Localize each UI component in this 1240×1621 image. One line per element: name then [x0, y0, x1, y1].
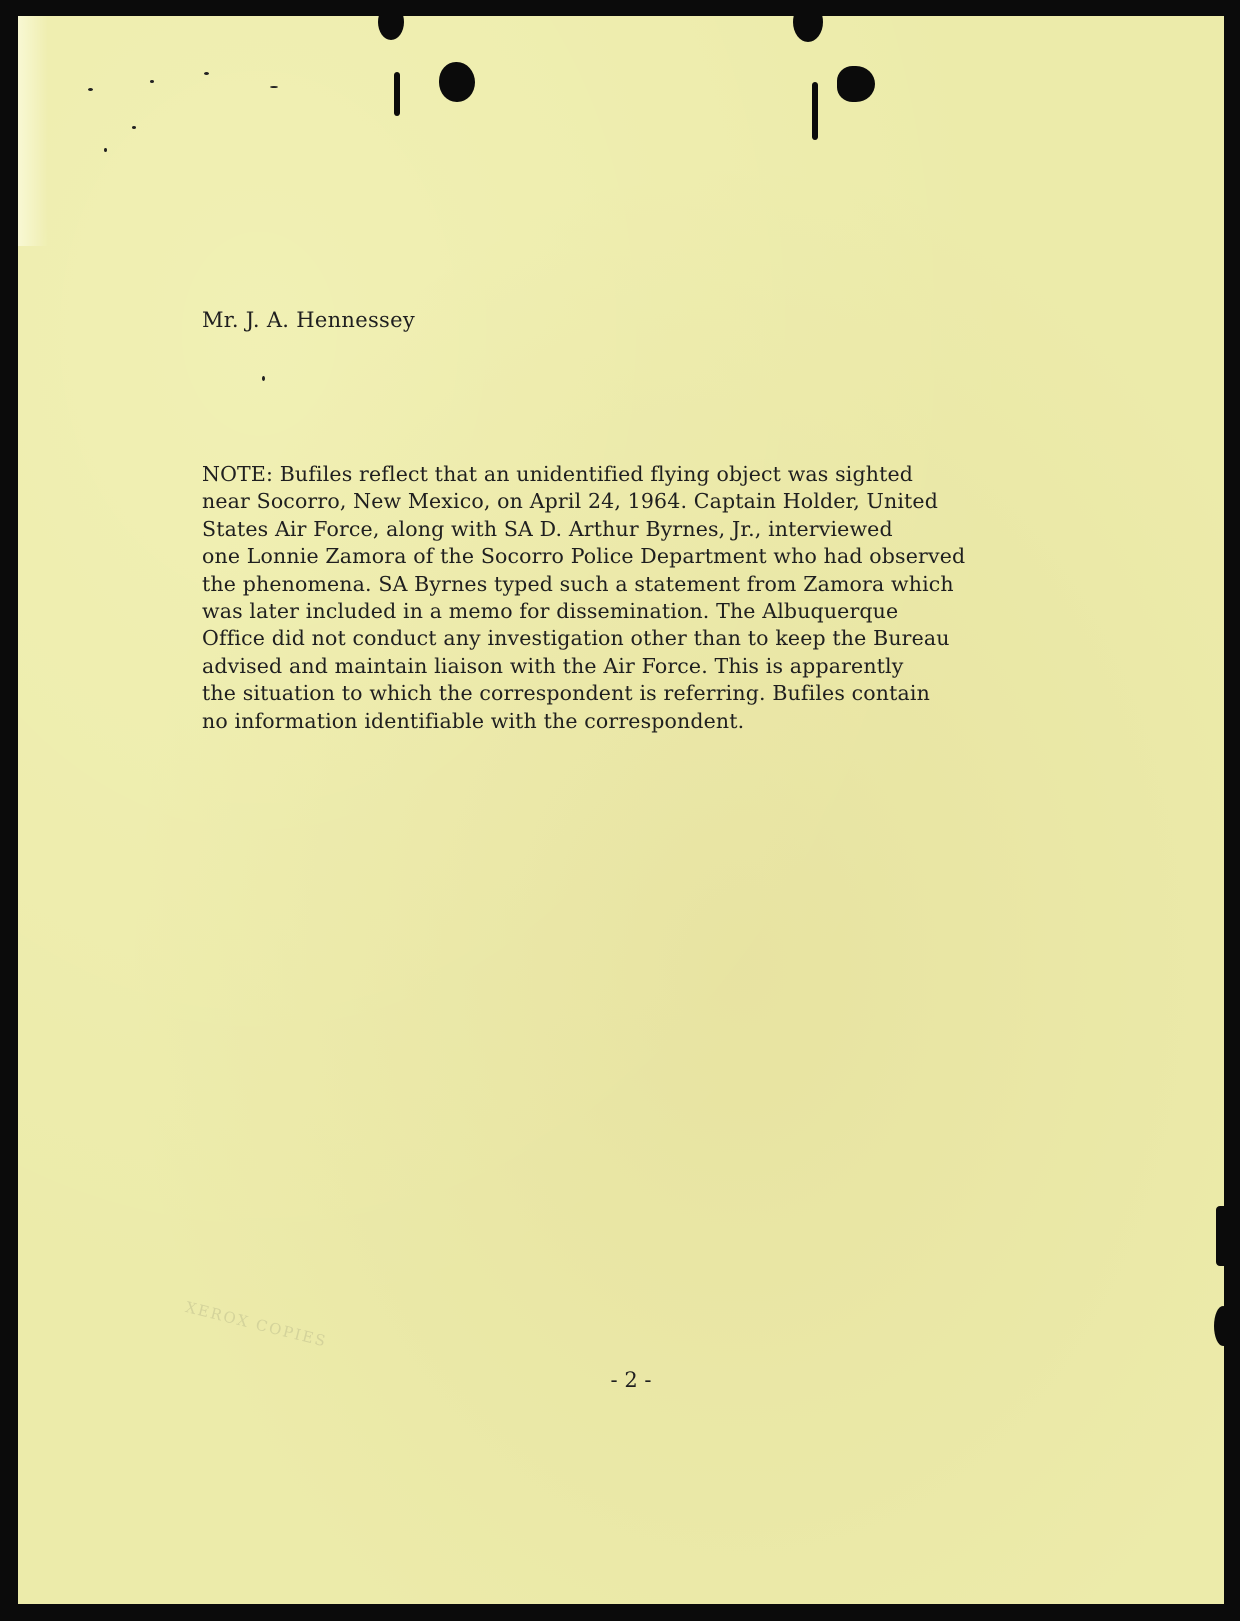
speck: [132, 126, 136, 129]
note-line: the phenomena. SA Byrnes typed such a statement from Zamora which: [202, 571, 954, 596]
binding-mark: [394, 72, 400, 116]
note-line: the situation to which the correspondent is referring. Bufiles contain: [202, 681, 930, 706]
note-line: States Air Force, along with SA D. Arthur Byrnes, Jr., interviewed: [202, 516, 893, 541]
speck: [270, 86, 278, 88]
note-line: advised and maintain liaison with the Air Force. This is apparently: [202, 653, 904, 678]
speck: [104, 148, 107, 152]
edge-tear: [1214, 1306, 1224, 1346]
note-line: was later included in a memo for dissemination. The Albuquerque: [202, 599, 899, 624]
note-line: NOTE: Bufiles reflect that an unidentified flying object was sighted: [202, 462, 914, 486]
faded-stamp: XEROX COPIES: [183, 1298, 330, 1351]
paper-fold-shading: [18, 16, 48, 246]
page-number: - 2 -: [610, 1368, 652, 1392]
note-paragraph: [202, 461, 1122, 735]
note-line: no information identifiable with the correspondent.: [202, 708, 745, 733]
note-line: one Lonnie Zamora of the Socorro Police Department who had observed: [202, 544, 966, 569]
punch-hole: [837, 66, 875, 102]
binding-mark: [812, 82, 818, 140]
note-line: Office did not conduct any investigation other than to keep the Bureau: [202, 626, 950, 651]
speck: [204, 72, 209, 75]
speck: [262, 376, 265, 381]
punch-hole: [378, 16, 404, 40]
addressee: Mr. J. A. Hennessey: [202, 308, 416, 332]
punch-hole: [439, 62, 475, 102]
punch-hole: [793, 16, 823, 42]
speck: [88, 88, 93, 91]
note-line: near Socorro, New Mexico, on April 24, 1964. Captain Holder, United: [202, 489, 938, 514]
edge-tear: [1216, 1206, 1224, 1266]
speck: [150, 80, 154, 83]
document-page: [18, 16, 1224, 1604]
